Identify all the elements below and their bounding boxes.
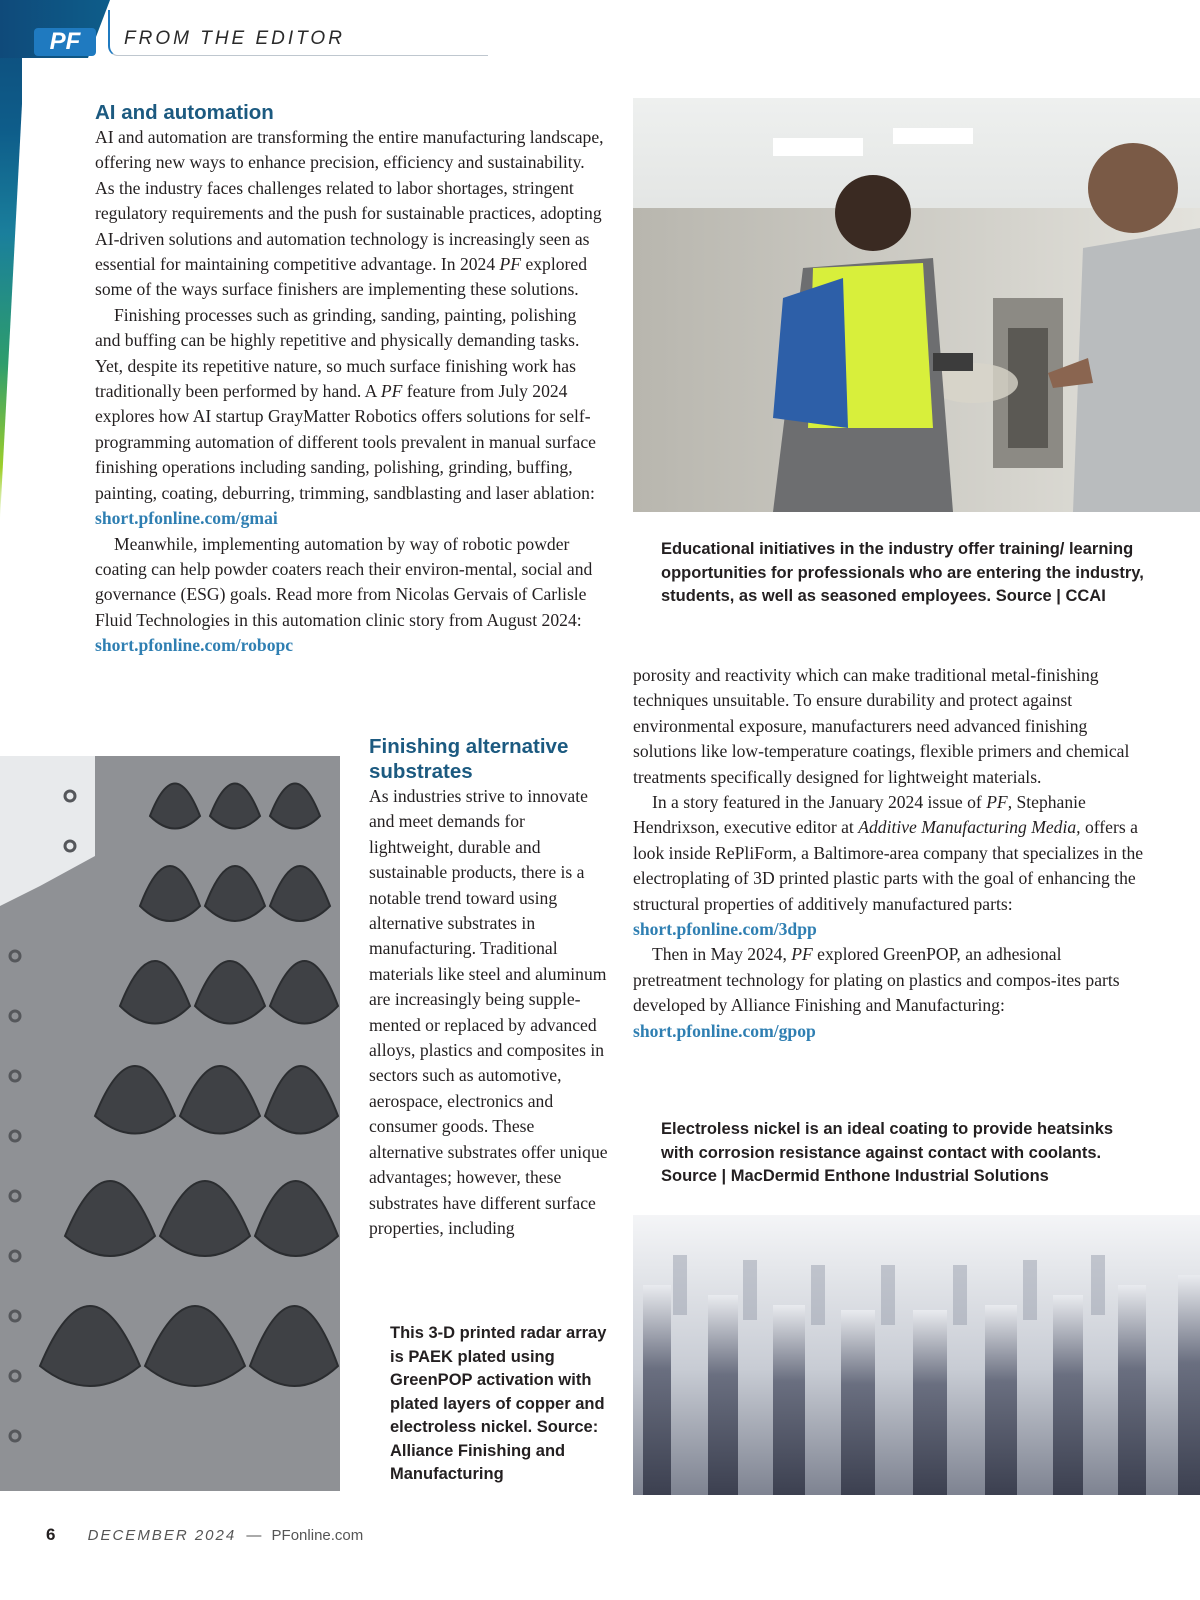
radar-array-photo [0,756,340,1491]
footer-separator: — [246,1527,262,1544]
paragraph: In a story featured in the January 2024 issue of PF, Stephanie Hendrixson, executive editor at Additive Manufacturing Media, offers a look inside RePliForm, a Baltimore-area company that specializes in the electroplating of 3D printed plastic parts with the goal of enhancing the structural properties of additively manufactured parts: short.pfonline.com/3dpp [633,792,1144,940]
link-robopc[interactable]: short.pfonline.com/robopc [95,635,294,656]
caption-radar: This 3-D printed radar array is PAEK plated using GreenPOP activation with plated layers of copper and electroless nickel. Source: Alliance Finishing and Manufacturing [390,1324,607,1483]
paragraph: As industries strive to innovate and meet demands for lightweight, durable and sustainable products, there is a notable trend toward using alternative substrates in manufacturing. Traditional materials like steel and aluminum are increasingly being supple-mented or replaced by advanced alloys, plastics and composites in sectors such as automotive, aerospace, electronics and consumer goods. These alternative substrates offer unique advantages; however, these substrates have different surface properties, including [369,786,608,1238]
pf-logo: PF [34,28,96,56]
issue-date: DECEMBER 2024 [87,1527,237,1544]
training-photo [633,98,1200,512]
paragraph: Meanwhile, implementing automation by way of robotic powder coating can help powder coaters reach their environ-mental, social and governance (ESG) goals. Read more from Nicolas Gervais of Carlisle Fluid Technologies in this automation clinic story from August 2024: short.pfonline.com/robopc [95,533,593,656]
article-column-right [633,663,1153,1044]
edge-color-stripe [0,0,22,520]
section-heading-ai: AI and automation [95,101,274,124]
heatsink-photo [633,1215,1200,1495]
article-column-middle [369,734,609,1241]
paragraph: Then in May 2024, PF explored GreenPOP, an adhesional pretreatment technology for plating on plastics and compos-ites parts developed by Alliance Finishing and Manufacturing: short.pfonline.com/gpop [633,944,1120,1041]
footer-site[interactable]: PFonline.com [271,1527,364,1544]
article-column-left [95,100,605,659]
caption-heatsink: Electroless nickel is an ideal coating to provide heatsinks with corrosion resistance against contact with coolants. Source | MacDermid Enthone Industrial Solutions [661,1120,1114,1185]
link-gmai[interactable]: short.pfonline.com/gmai [95,508,278,529]
section-heading-substrates: Finishing alternative substrates [369,735,569,783]
page-number: 6 [46,1525,56,1544]
paragraph: Finishing processes such as grinding, sanding, painting, polishing and buffing can be highly repetitive and physically demanding tasks. Yet, despite its repetitive nature, so much surface finishing work has traditionally been performed by hand. A PF feature from July 2024 explores how AI startup GrayMatter Robotics offers solutions for self-programming automation of different tools prevalent in manual surface finishing operations including sanding, polishing, grinding, buffing, painting, coating, deburring, trimming, sandblasting and laser ablation: short.pfonline.com/gmai [95,304,596,529]
link-3dpp[interactable]: short.pfonline.com/3dpp [633,919,817,940]
paragraph: AI and automation are transforming the entire manufacturing landscape, offering new ways to enhance precision, efficiency and sustainability. As the industry faces challenges related to labor shortages, stringent regulatory requirements and the push for sustainable practices, adopting AI-driven solutions and automation technology is increasingly seen as essential for maintaining competitive advantage. In 2024 PF explored some of the ways surface finishers are implementing these solutions. [95,127,604,300]
substrates-body-1 [369,784,609,1241]
substrates-body-2 [633,663,1153,1044]
ai-body [95,125,605,659]
paragraph: porosity and reactivity which can make traditional metal-finishing techniques unsuitable. To ensure durability and protect against environmental exposure, manufacturers need advanced finishing solutions like low-temperature coatings, flexible primers and chemical treatments specifically designed for lightweight materials. [633,665,1130,787]
caption-training: Educational initiatives in the industry offer training/ learning opportunities for professionals who are entering the industry, students, as well as seasoned employees. Source | CCAI [661,540,1144,605]
link-gpop[interactable]: short.pfonline.com/gpop [633,1020,816,1041]
section-label: FROM THE EDITOR [124,28,345,49]
page-footer [46,1525,363,1545]
